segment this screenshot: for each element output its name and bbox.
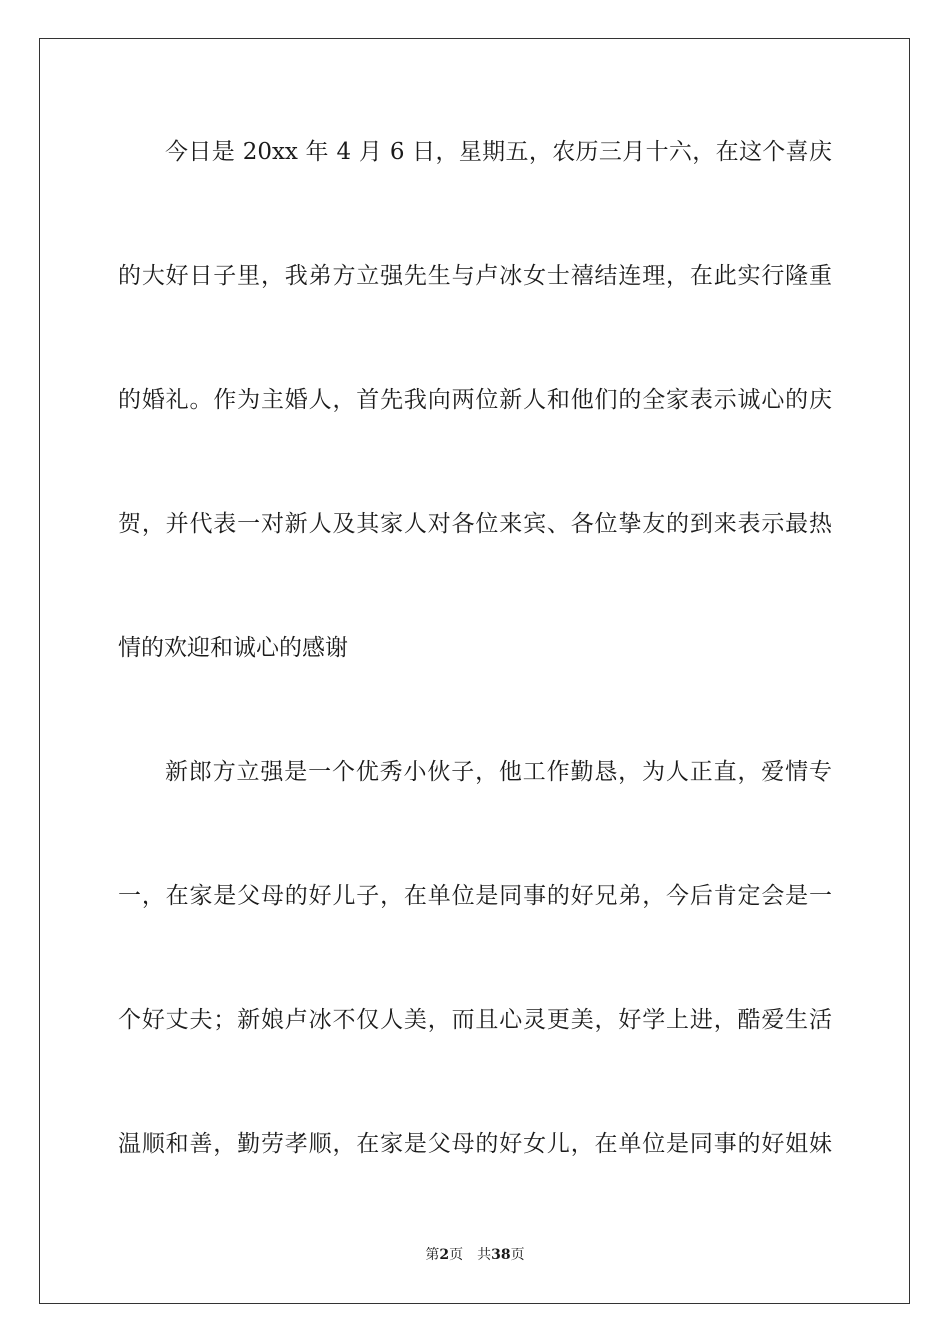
paragraph-1-line-4: 贺，并代表一对新人及其家人对各位来宾、各位挚友的到来表示最热	[118, 511, 832, 537]
footer-total-prefix: 共	[477, 1247, 492, 1263]
page-border	[39, 38, 910, 1304]
page-footer	[0, 1245, 950, 1265]
paragraph-2-line-2: 一，在家是父母的好儿子，在单位是同事的好兄弟，今后肯定会是一	[118, 883, 832, 909]
footer-total-suffix: 页	[510, 1247, 525, 1263]
paragraph-1-line-2: 的大好日子里，我弟方立强先生与卢冰女士禧结连理，在此实行隆重	[118, 263, 832, 289]
paragraph-2-line-4: 温顺和善，勤劳孝顺，在家是父母的好女儿，在单位是同事的好姐妹	[118, 1131, 832, 1157]
paragraph-1-line-3: 的婚礼。作为主婚人，首先我向两位新人和他们的全家表示诚心的庆	[118, 387, 832, 413]
paragraph-2-line-1: 新郎方立强是一个优秀小伙子，他工作勤恳，为人正直，爱情专	[165, 759, 832, 785]
footer-total-pages: 38	[491, 1247, 511, 1263]
paragraph-2-line-3: 个好丈夫；新娘卢冰不仅人美，而且心灵更美，好学上进，酷爱生活	[118, 1007, 832, 1033]
paragraph-1-line-5: 情的欢迎和诚心的感谢	[118, 635, 348, 661]
footer-page-suffix: 页	[449, 1247, 464, 1263]
footer-page-prefix: 第	[425, 1247, 440, 1263]
footer-page-number: 2	[439, 1247, 450, 1263]
paragraph-1-line-1: 今日是 20xx 年 4 月 6 日，星期五，农历三月十六，在这个喜庆	[165, 139, 832, 165]
